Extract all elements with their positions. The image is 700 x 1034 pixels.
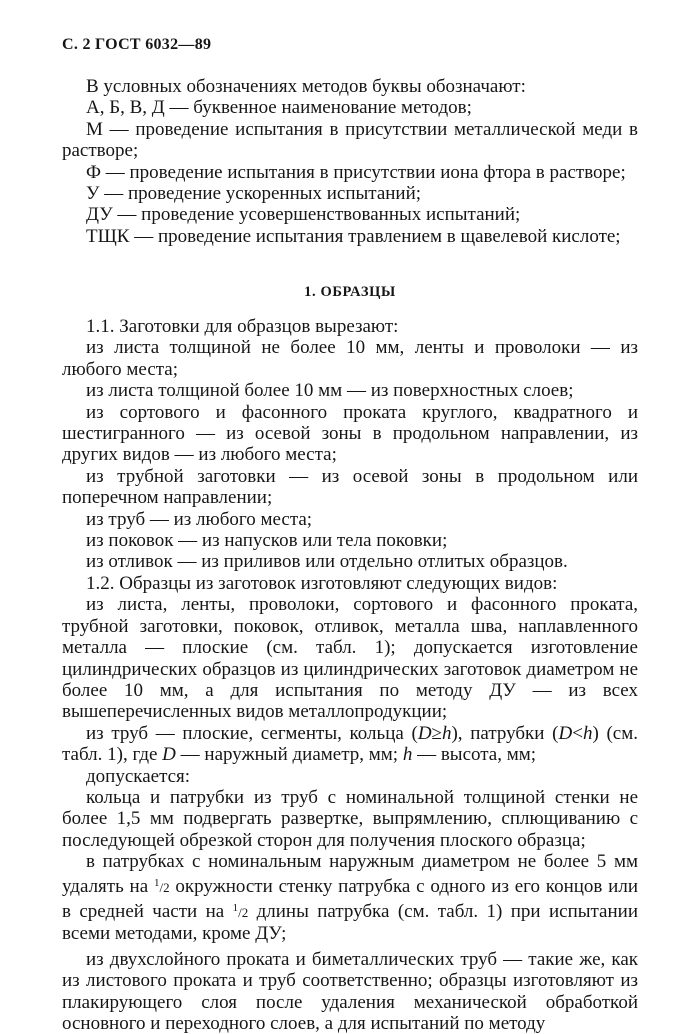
legend-item: М — проведение испытания в присутствии металлической меди в растворе; — [62, 118, 638, 162]
clause-item: из поковок — из напусков или тела поковки; — [86, 530, 448, 552]
legend-item: Ф — проведение испытания в присутствии иона фтора в растворе; — [86, 161, 626, 183]
clause-item: из листа, ленты, проволоки, сортового и фасонного проката, трубной заготовки, поковок, отливок, металла шва, наплавленного металла — плоские (см. табл. 1); допускается изготовление цилиндрических образцов из цилиндрических заготовок диаметром не более 10 мм, а для испытания по методу ДУ — из всех вышеперечисленных видов металлопродукции; — [62, 594, 638, 723]
clause-item: из листа толщиной более 10 мм — из поверхностных слоев; — [86, 380, 574, 402]
page-header: С. 2 ГОСТ 6032—89 — [62, 36, 212, 53]
clause-item-fraction: в патрубках с номинальным наружным диаметром не более 5 мм удалять на $^1$/2 окружности стенку патрубка с одного из его концов или в средней части на $^1$/2 длины патрубка (см. табл. 1) при испытании всеми методами, кроме ДУ; — [62, 851, 638, 945]
clause-item: из трубной заготовки — из осевой зоны в продольном или поперечном направлении; — [62, 465, 638, 509]
clause-lead: 1.1. Заготовки для образцов вырезают: — [86, 316, 399, 337]
clause-1-2-lead: 1.2. Образцы из заготовок изготовляют следующих видов: — [86, 572, 558, 594]
clause-allow: допускается: — [86, 765, 191, 787]
clause-item-pipes: из труб — плоские, сегменты, кольца (D≥h), патрубки (D<h) (см. табл. 1), где D — наружный диаметр, мм; h — высота, мм; — [62, 722, 638, 766]
clause-item: из сортового и фасонного проката круглого, квадратного и шестигранного — из осевой зоны в продольном направлении, из других видов — из любого места; — [62, 401, 638, 466]
clause-item: из отливок — из приливов или отдельно отлитых образцов. — [86, 551, 568, 573]
legend-item: А, Б, В, Д — буквенное наименование методов; — [86, 97, 472, 119]
legend-item: ТЩК — проведение испытания травлением в щавелевой кислоте; — [86, 225, 621, 247]
clause-item: из труб — из любого места; — [86, 508, 313, 530]
clause-item: кольца и патрубки из труб с номинальной толщиной стенки не более 1,5 мм подвергать развертке, выпрямлению, сплющиванию с последующей обрезкой сторон для получения плоского образца; — [62, 786, 638, 851]
legend-block — [62, 76, 638, 247]
legend-item: У — проведение ускоренных испытаний; — [86, 183, 422, 205]
legend-intro: В условных обозначениях методов буквы обозначают: — [86, 76, 526, 97]
legend-item: ДУ — проведение усовершенствованных испытаний; — [86, 204, 521, 226]
section-title: 1. ОБРАЗЦЫ — [304, 284, 396, 300]
clause-1-1 — [62, 316, 638, 1034]
clause-item: из листа толщиной не более 10 мм, ленты и проволоки — из любого места; — [62, 337, 638, 380]
clause-item: из двухслойного проката и биметаллических труб — такие же, как из листового проката и труб соответственно; образцы изготовляют из плакирующего слоя после удаления механической обработкой основного и переходного слоев, а для испытаний по методу — [62, 948, 638, 1034]
